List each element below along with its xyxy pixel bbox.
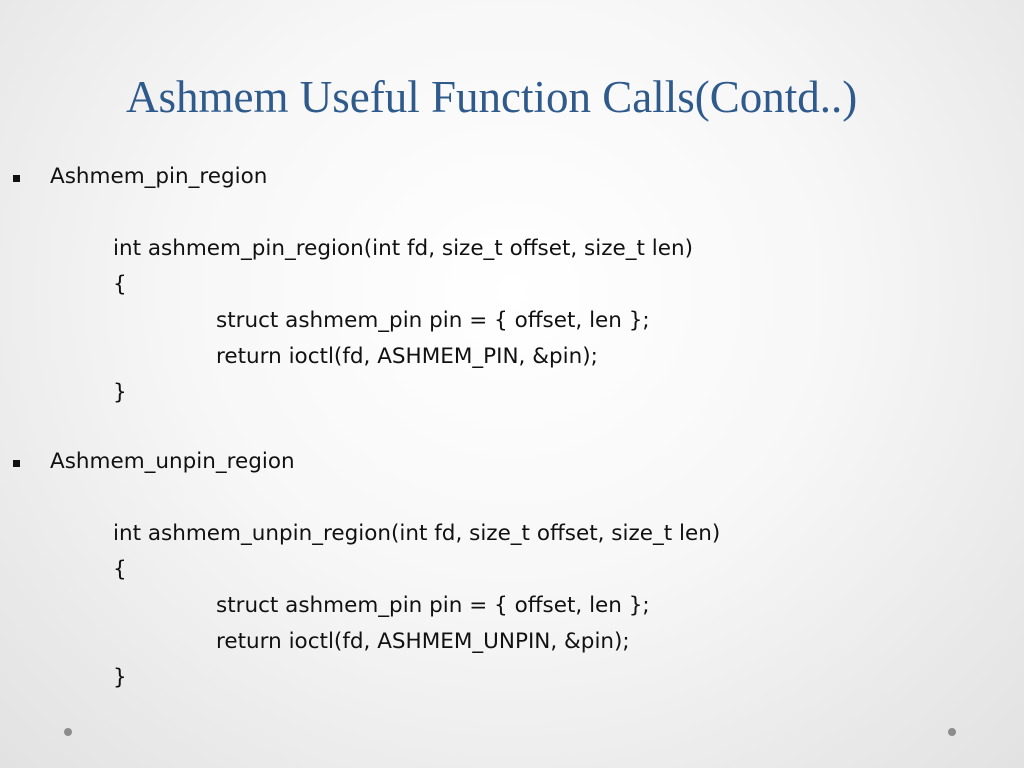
decorative-dot-icon: [948, 728, 956, 736]
slide-title: Ashmem Useful Function Calls(Contd..): [126, 72, 858, 122]
bullet-heading: Ashmem_pin_region: [50, 164, 268, 189]
code-open-brace: {: [113, 557, 127, 582]
code-statement: struct ashmem_pin pin = { offset, len };: [216, 593, 650, 618]
code-signature: int ashmem_unpin_region(int fd, size_t offset, size_t len): [113, 521, 721, 546]
bullet-item: [0, 159, 1000, 195]
square-bullet-icon: [13, 460, 20, 467]
decorative-dot-icon: [64, 728, 72, 736]
code-return: return ioctl(fd, ASHMEM_PIN, &pin);: [216, 344, 598, 369]
code-return: return ioctl(fd, ASHMEM_UNPIN, &pin);: [216, 629, 630, 654]
bullet-item: [0, 444, 1000, 480]
code-close-brace: }: [113, 665, 127, 690]
code-statement: struct ashmem_pin pin = { offset, len };: [216, 308, 650, 333]
code-signature: int ashmem_pin_region(int fd, size_t offset, size_t len): [113, 236, 693, 261]
code-open-brace: {: [113, 272, 127, 297]
square-bullet-icon: [13, 175, 20, 182]
bullet-heading: Ashmem_unpin_region: [50, 449, 295, 474]
code-close-brace: }: [113, 380, 127, 405]
